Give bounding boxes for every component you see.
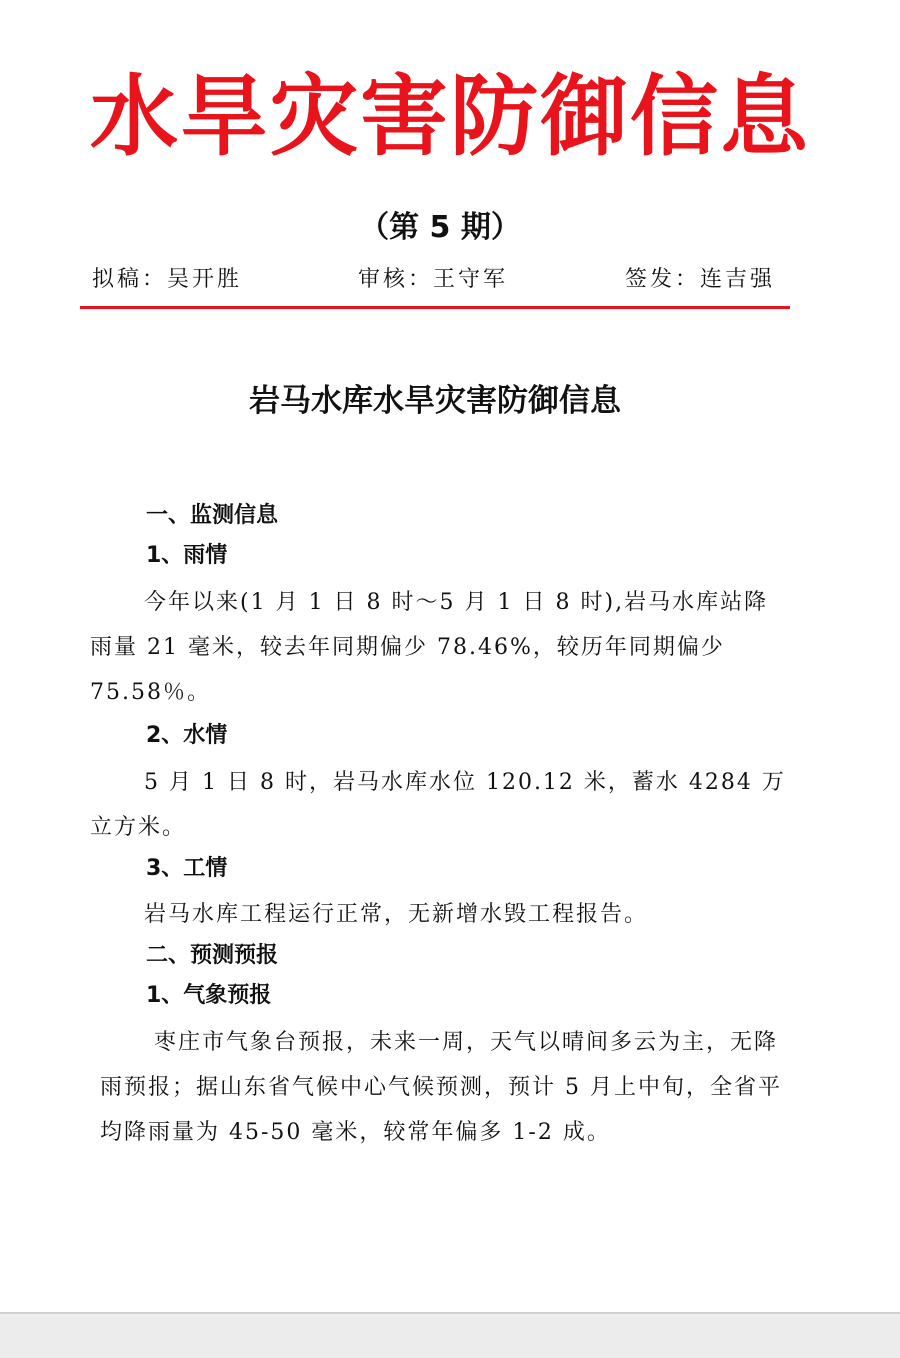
issue-number: （第 5 期） (359, 210, 521, 245)
masthead-title: 水旱灾害防御信息 (89, 65, 810, 168)
subheading-water: 2、水情 (146, 723, 228, 748)
section-heading-monitoring: 一、监测信息 (146, 503, 279, 528)
paragraph-works: 岩马水库工程运行正常，无新增水毁工程报告。 (144, 902, 649, 927)
document-title: 岩马水库水旱灾害防御信息 (249, 383, 621, 419)
paragraph-rain: 今年以来(1 月 1 日 8 时～5 月 1 日 8 时),岩马水库站降雨量 21 毫米，较去年同期偏少 78.46%，较历年同期偏少 75.58％。 (90, 590, 769, 705)
subheading-works: 3、工情 (146, 856, 228, 881)
reviewer-credit: 审核：王守军 (358, 267, 509, 292)
drafter-credit: 拟稿：吴开胜 (92, 267, 243, 292)
section-heading-forecast: 二、预测预报 (146, 943, 279, 968)
issuer-credit: 签发：连吉强 (625, 267, 776, 292)
viewer-bottom-bar (0, 1312, 900, 1358)
subheading-weather: 1、气象预报 (146, 983, 272, 1008)
header-divider (80, 306, 790, 309)
subheading-rain: 1、雨情 (146, 543, 228, 568)
paragraph-water: 5 月 1 日 8 时，岩马水库水位 120.12 米，蓄水 4284 万立方米。 (90, 770, 786, 840)
paragraph-weather: 枣庄市气象台预报，未来一周，天气以晴间多云为主，无降雨预报；据山东省气候中心气候预测，预计 5 月上中旬，全省平均降雨量为 45-50 毫米，较常年偏多 1-2 成。 (100, 1030, 782, 1145)
